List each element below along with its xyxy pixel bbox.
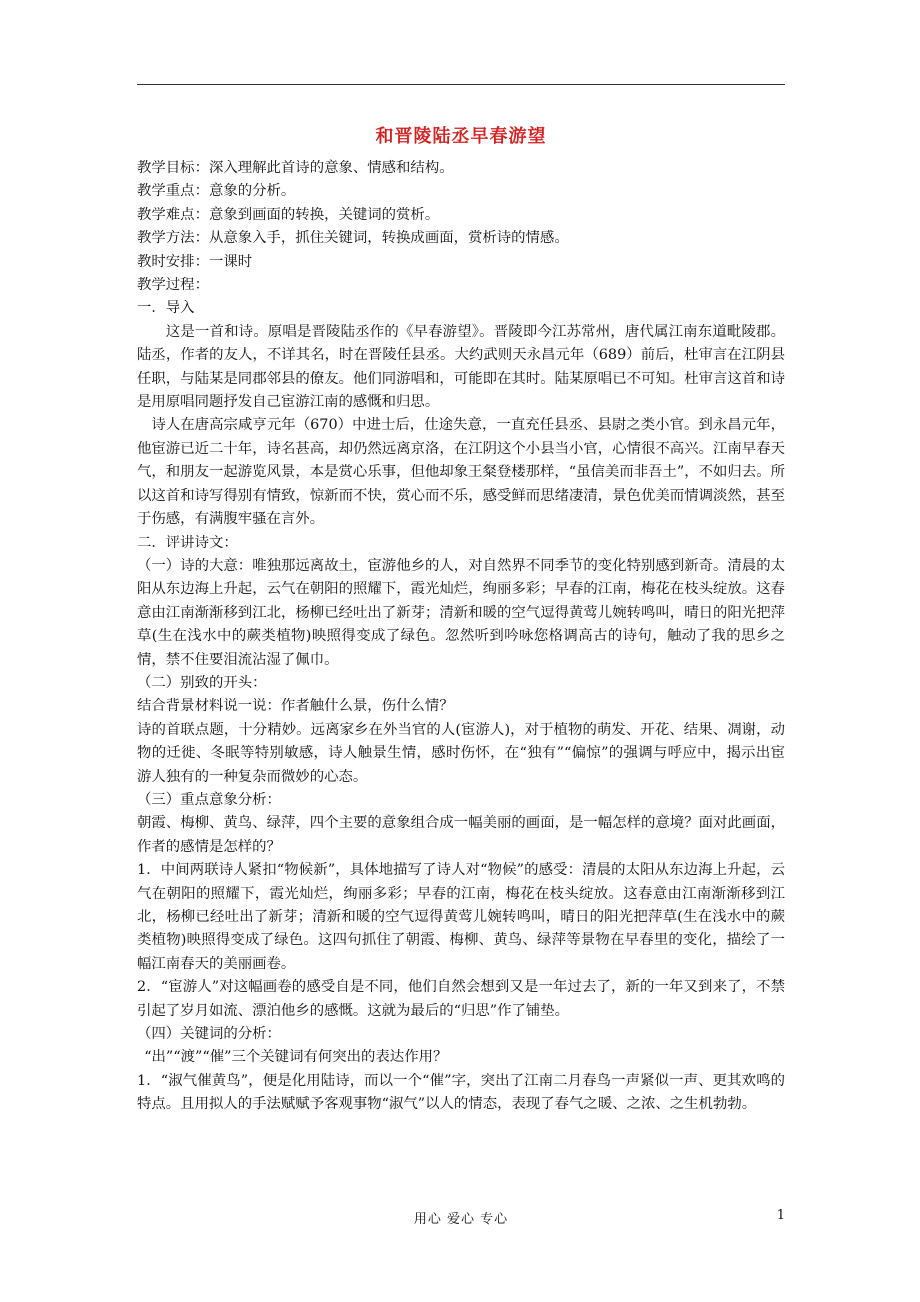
imagery-paragraph-1: 1．中间两联诗人紧扣“物候新”，具体地描写了诗人对“物候”的感受：清晨的太阳从东边海上升起，云气在朝阳的照耀下，霞光灿烂，绚丽多彩；早春的江南，梅花在枝头绽放。这春意由江南渐渐移到江北，杨柳已经吐出了新芽；清新和暖的空气逗得黄莺儿婉转鸣叫，晴日的阳光把萍草(生在浅水中的蕨类植物)映照得变成了绿色。这四句抓住了朝霞、梅柳、黄鸟、绿萍等景物在早春里的变化，描绘了一幅江南春天的美丽画卷。 [137,862,785,972]
teaching-goal: 教学目标：深入理解此首诗的意象、情感和结构。 [137,160,454,176]
intro-paragraph-1: 这是一首和诗。原唱是晋陵陆丞作的《早春游望》。晋陵即今江苏常州，唐代属江南东道毗陵郡。陆丞，作者的友人，不详其名，时在晋陵任县丞。大约武则天永昌元年（689）前后，杜审言在江阴县任职，与陆某是同郡邻县的僚友。他们同游唱和，可能即在其时。陆某原唱已不可知。杜审言这首和诗是用原唱同题抒发自己宦游江南的感慨和归思。 [137,323,785,411]
teaching-difficulty: 教学难点：意象到画面的转换，关键词的赏析。 [137,206,440,223]
poem-general-meaning: （一）诗的大意：唯独那远离故土，宦游他乡的人，对自然界不同季节的变化特别感到新奇。清晨的太阳从东边海上升起，云气在朝阳的照耀下，霞光灿烂，绚丽多彩；早春的江南，梅花在枝头绽放。这春意由江南渐渐移到江北，杨柳已经吐出了新芽；清新和暖的空气逗得黄莺儿婉转鸣叫，晴日的阳光把萍草(生在浅水中的蕨类植物)映照得变成了绿色。忽然听到吟咏您格调高古的诗句，触动了我的思乡之情，禁不住要泪流沾湿了佩巾。 [137,557,785,668]
opening-paragraph: 诗的首联点题，十分精妙。远离家乡在外当官的人(宦游人)，对于植物的萌发、开花、结果、凋谢，动物的迁徙、冬眠等特别敏感，诗人触景生情，感时伤怀，在“独有”“偏惊”的强调与呼应中，揭示出宦游人独有的一种复杂而微妙的心态。 [137,721,785,785]
imagery-question: 朝霞、梅柳、黄鸟、绿萍，四个主要的意象组合成一幅美丽的画面，是一幅怎样的意境？面对此画面，作者的感情是怎样的？ [137,815,785,855]
page-number: 1 [776,1208,785,1223]
keywords-paragraph-1: 1．“淑气催黄鸟”，便是化用陆诗，而以一个“催”字，突出了江南二月春鸟一声紧似一声、更其欢鸣的特点。且用拟人的手法赋赋予客观事物“淑气”以人的情态，表现了春气之暖、之浓、之生机勃勃。 [137,1072,785,1113]
opening-question: 结合背景材料说一说：作者触什么景，伤什么情？ [137,698,454,715]
keywords-question: “出”“渡”“催”三个关键词有何突出的表达作用？ [144,1049,448,1066]
section-heading-intro: 一．导入 [137,300,195,317]
header-rule [137,84,785,85]
document-title: 和晋陵陆丞早春游望 [375,126,547,147]
teaching-schedule: 教时安排：一课时 [137,253,253,270]
page-footer [137,1208,785,1228]
document-body [137,157,785,1117]
subheading-imagery: （三）重点意象分析： [137,791,281,808]
teaching-process: 教学过程： [137,277,209,294]
imagery-paragraph-2: 2．“宦游人”对这幅画卷的感受自是不同，他们自然会想到又是一年过去了，新的一年又到来了，不禁引起了岁月如流、漂泊他乡的感慨。这就为最后的“归思”作了铺垫。 [137,979,785,1019]
intro-paragraph-2: 诗人在唐高宗咸亨元年（670）中进士后，仕途失意，一直充任县丞、县尉之类小官。到永昌元年，他宦游已近二十年，诗名甚高，却仍然远离京洛，在江阴这个小县当小官，心情很不高兴。江南早春天气，和朋友一起游览风景，本是赏心乐事，但他却象王粲登楼那样，“虽信美而非吾土”，不如归去。所以这首和诗写得别有情致，惊新而不快，赏心而不乐，感受鲜而思绪凄清，景色优美而情调淡然，甚至于伤感，有满腹牢骚在言外。 [137,417,785,528]
teaching-key-point: 教学重点：意象的分析。 [137,183,296,200]
subheading-opening: （二）别致的开头： [137,674,267,691]
subheading-keywords: （四）关键词的分析： [137,1026,281,1043]
section-heading-review: 二．评讲诗文： [137,534,238,551]
footer-motto: 用心 爱心 专心 [413,1212,509,1227]
teaching-method: 教学方法：从意象入手，抓住关键词，转换成画面，赏析诗的情感。 [137,230,569,247]
